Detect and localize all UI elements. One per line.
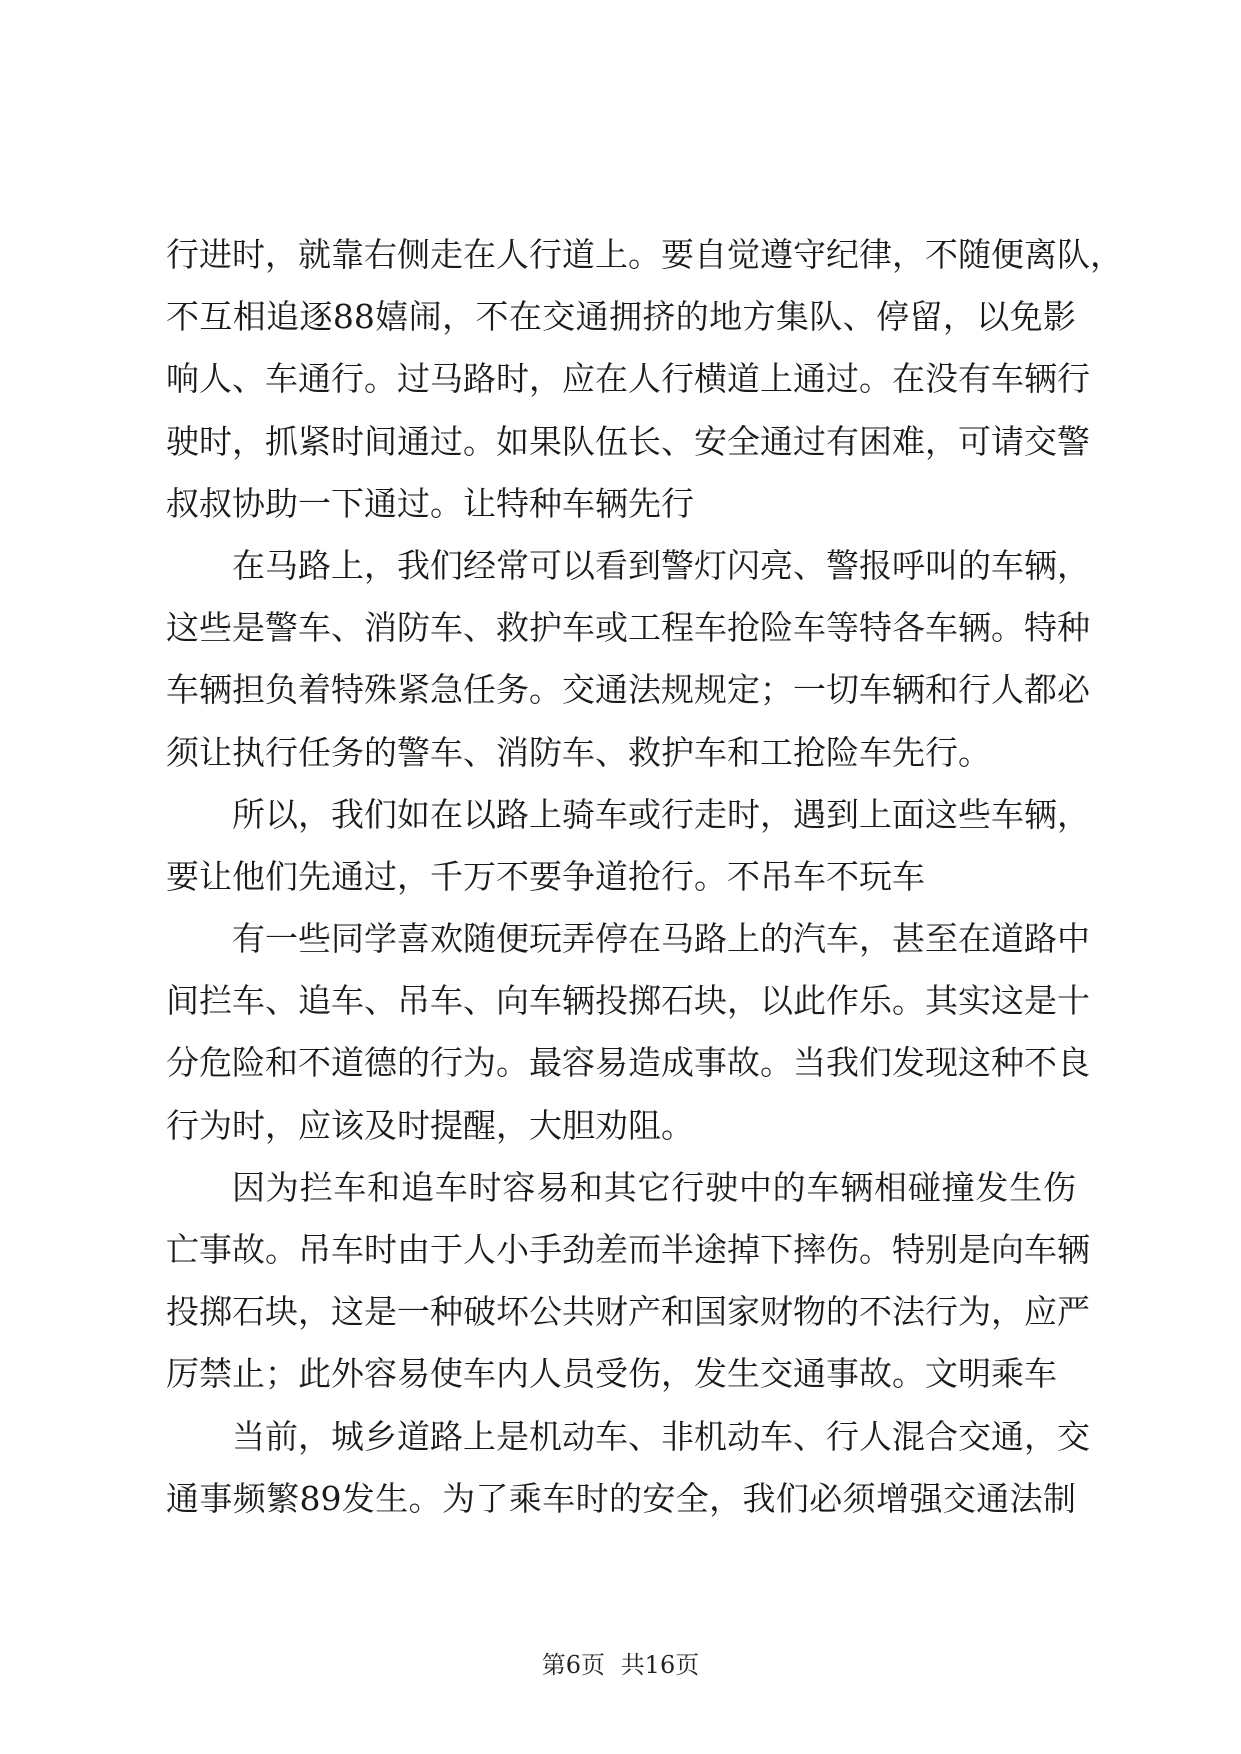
text-line: 有一些同学喜欢随便玩弄停在马路上的汽车，甚至在道路中	[232, 919, 1090, 959]
text-line: 间拦车、追车、吊车、向车辆投掷石块，以此作乐。其实这是十	[166, 981, 1090, 1021]
text-line: 当前，城乡道路上是机动车、非机动车、行人混合交通，交	[232, 1416, 1090, 1456]
text-line: 要让他们先通过，千万不要争道抢行。不吊车不玩车	[166, 856, 925, 896]
text-line: 这些是警车、消防车、救护车或工程车抢险车等特各车辆。特种	[166, 608, 1090, 648]
text-line: 行进时，就靠右侧走在人行道上。要自觉遵守纪律，不随便离队，	[166, 235, 1123, 274]
text-line: 行为时，应该及时提醒，大胆劝阻。	[166, 1105, 694, 1145]
text-line: 分危险和不道德的行为。最容易造成事故。当我们发现这种不良	[166, 1043, 1090, 1083]
page-total: 共16页	[620, 1651, 700, 1679]
text-line: 在马路上，我们经常可以看到警灯闪亮、警报呼叫的车辆，	[232, 545, 1090, 585]
text-line: 所以，我们如在以路上骑车或行走时，遇到上面这些车辆，	[232, 794, 1090, 834]
text-line: 厉禁止；此外容易使车内人员受伤，发生交通事故。文明乘车	[166, 1354, 1057, 1394]
text-line: 因为拦车和追车时容易和其它行驶中的车辆相碰撞发生伤	[232, 1167, 1076, 1207]
page-footer	[0, 1650, 1241, 1680]
document-body	[166, 224, 1123, 1530]
text-line: 车辆担负着特殊紧急任务。交通法规规定；一切车辆和行人都必	[166, 670, 1090, 710]
page-number: 第6页	[541, 1651, 606, 1679]
text-line: 叔叔协助一下通过。让特种车辆先行	[166, 483, 694, 523]
text-line: 响人、车通行。过马路时，应在人行横道上通过。在没有车辆行	[166, 359, 1090, 399]
text-line: 通事频繁89发生。为了乘车时的安全，我们必须增强交通法制	[166, 1478, 1076, 1518]
text-line: 投掷石块，这是一种破坏公共财产和国家财物的不法行为，应严	[166, 1292, 1090, 1332]
text-line: 驶时，抓紧时间通过。如果队伍长、安全通过有困难，可请交警	[166, 421, 1090, 461]
text-line: 亡事故。吊车时由于人小手劲差而半途掉下摔伤。特别是向车辆	[166, 1230, 1090, 1269]
text-line: 须让执行任务的警车、消防车、救护车和工抢险车先行。	[166, 732, 991, 772]
text-line: 不互相追逐88嬉闹，不在交通拥挤的地方集队、停留，以免影	[166, 297, 1076, 337]
